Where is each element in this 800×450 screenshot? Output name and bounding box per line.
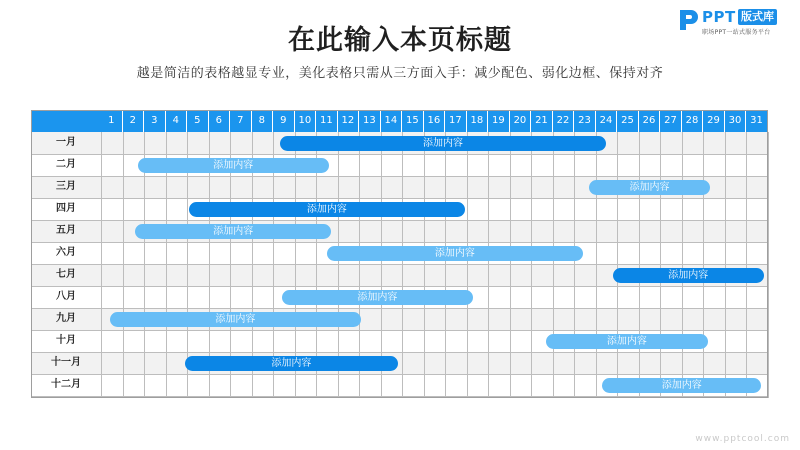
day-header-17: 17	[445, 110, 467, 132]
page-subtitle: 越是简洁的表格越显专业，美化表格只需从三方面入手：减少配色、弱化边框、保持对齐	[136, 66, 664, 81]
month-label: 二月	[56, 159, 76, 170]
ppt-logo-icon	[678, 8, 700, 32]
task-bar[interactable]: 添加内容	[613, 268, 764, 283]
grid-column-line	[467, 132, 468, 398]
task-bar[interactable]: 添加内容	[327, 246, 583, 261]
day-header-19: 19	[488, 110, 510, 132]
watermark: www.pptcool.com	[695, 434, 790, 444]
grid-column-line	[660, 132, 661, 398]
day-header-4: 4	[166, 110, 188, 132]
day-header-21: 21	[531, 110, 553, 132]
day-header-22: 22	[553, 110, 575, 132]
task-bar[interactable]: 添加内容	[282, 290, 473, 305]
day-header-6: 6	[209, 110, 231, 132]
day-header-25: 25	[617, 110, 639, 132]
gantt-header-row	[31, 110, 768, 132]
task-bar[interactable]: 添加内容	[135, 224, 331, 239]
month-label: 八月	[56, 291, 76, 302]
day-header-20: 20	[510, 110, 532, 132]
grid-column-line	[725, 132, 726, 398]
grid-column-line	[402, 132, 403, 398]
day-header-18: 18	[467, 110, 489, 132]
grid-column-line	[123, 132, 124, 398]
day-header-26: 26	[639, 110, 661, 132]
grid-row-line	[31, 154, 768, 155]
day-header-27: 27	[660, 110, 682, 132]
day-header-29: 29	[703, 110, 725, 132]
day-header-13: 13	[359, 110, 381, 132]
day-header-14: 14	[381, 110, 403, 132]
grid-row-line	[31, 176, 768, 177]
day-header-7: 7	[230, 110, 252, 132]
day-header-31: 31	[746, 110, 768, 132]
task-bar[interactable]: 添加内容	[546, 334, 707, 349]
grid-column-line	[617, 132, 618, 398]
grid-row-line	[31, 286, 768, 287]
grid-column-line	[574, 132, 575, 398]
grid-column-line	[639, 132, 640, 398]
grid-row-line	[31, 330, 768, 331]
month-label: 十月	[56, 335, 76, 346]
day-header-16: 16	[424, 110, 446, 132]
grid-column-line	[553, 132, 554, 398]
gantt-table	[31, 110, 768, 398]
month-label: 九月	[56, 313, 76, 324]
logo-brand-text: PPT	[702, 8, 736, 26]
day-header-9: 9	[273, 110, 295, 132]
month-label: 四月	[56, 203, 76, 214]
grid-row-line	[31, 308, 768, 309]
day-header-3: 3	[144, 110, 166, 132]
month-label: 三月	[56, 181, 76, 192]
day-header-2: 2	[123, 110, 145, 132]
day-header-1: 1	[101, 110, 123, 132]
month-label: 五月	[56, 225, 76, 236]
task-bar[interactable]: 添加内容	[138, 158, 329, 173]
grid-row-line	[31, 198, 768, 199]
day-header-28: 28	[682, 110, 704, 132]
month-label: 六月	[56, 247, 76, 258]
day-header-5: 5	[187, 110, 209, 132]
day-header-24: 24	[596, 110, 618, 132]
day-header-12: 12	[338, 110, 360, 132]
day-header-8: 8	[252, 110, 274, 132]
grid-label-divider	[101, 132, 102, 398]
logo-badge: 版式库	[738, 9, 777, 25]
task-bar[interactable]: 添加内容	[280, 136, 607, 151]
grid-column-line	[596, 132, 597, 398]
logo-tagline: 职场PPT一站式服务平台	[702, 29, 771, 36]
grid-column-line	[510, 132, 511, 398]
grid-column-line	[445, 132, 446, 398]
grid-column-line	[768, 132, 769, 398]
brand-logo	[678, 8, 793, 38]
grid-row-line	[31, 396, 768, 397]
gantt-row	[31, 352, 768, 374]
task-bar[interactable]: 添加内容	[185, 356, 398, 371]
grid-row-line	[31, 374, 768, 375]
task-bar[interactable]: 添加内容	[602, 378, 761, 393]
grid-column-line	[531, 132, 532, 398]
page-title: 在此输入本页标题	[288, 25, 512, 56]
task-bar[interactable]: 添加内容	[110, 312, 362, 327]
grid-row-line	[31, 352, 768, 353]
task-bar[interactable]: 添加内容	[589, 180, 709, 195]
month-label: 七月	[56, 269, 76, 280]
day-header-10: 10	[295, 110, 317, 132]
grid-column-line	[424, 132, 425, 398]
grid-column-line	[682, 132, 683, 398]
month-label: 十二月	[51, 379, 81, 390]
month-label: 十一月	[51, 357, 81, 368]
day-header-23: 23	[574, 110, 596, 132]
day-header-15: 15	[402, 110, 424, 132]
grid-row-line	[31, 220, 768, 221]
day-header-30: 30	[725, 110, 747, 132]
grid-row-line	[31, 264, 768, 265]
day-header-11: 11	[316, 110, 338, 132]
grid-row-line	[31, 242, 768, 243]
grid-column-line	[488, 132, 489, 398]
grid-column-line	[746, 132, 747, 398]
month-label: 一月	[56, 137, 76, 148]
task-bar[interactable]: 添加内容	[189, 202, 464, 217]
grid-column-line	[703, 132, 704, 398]
